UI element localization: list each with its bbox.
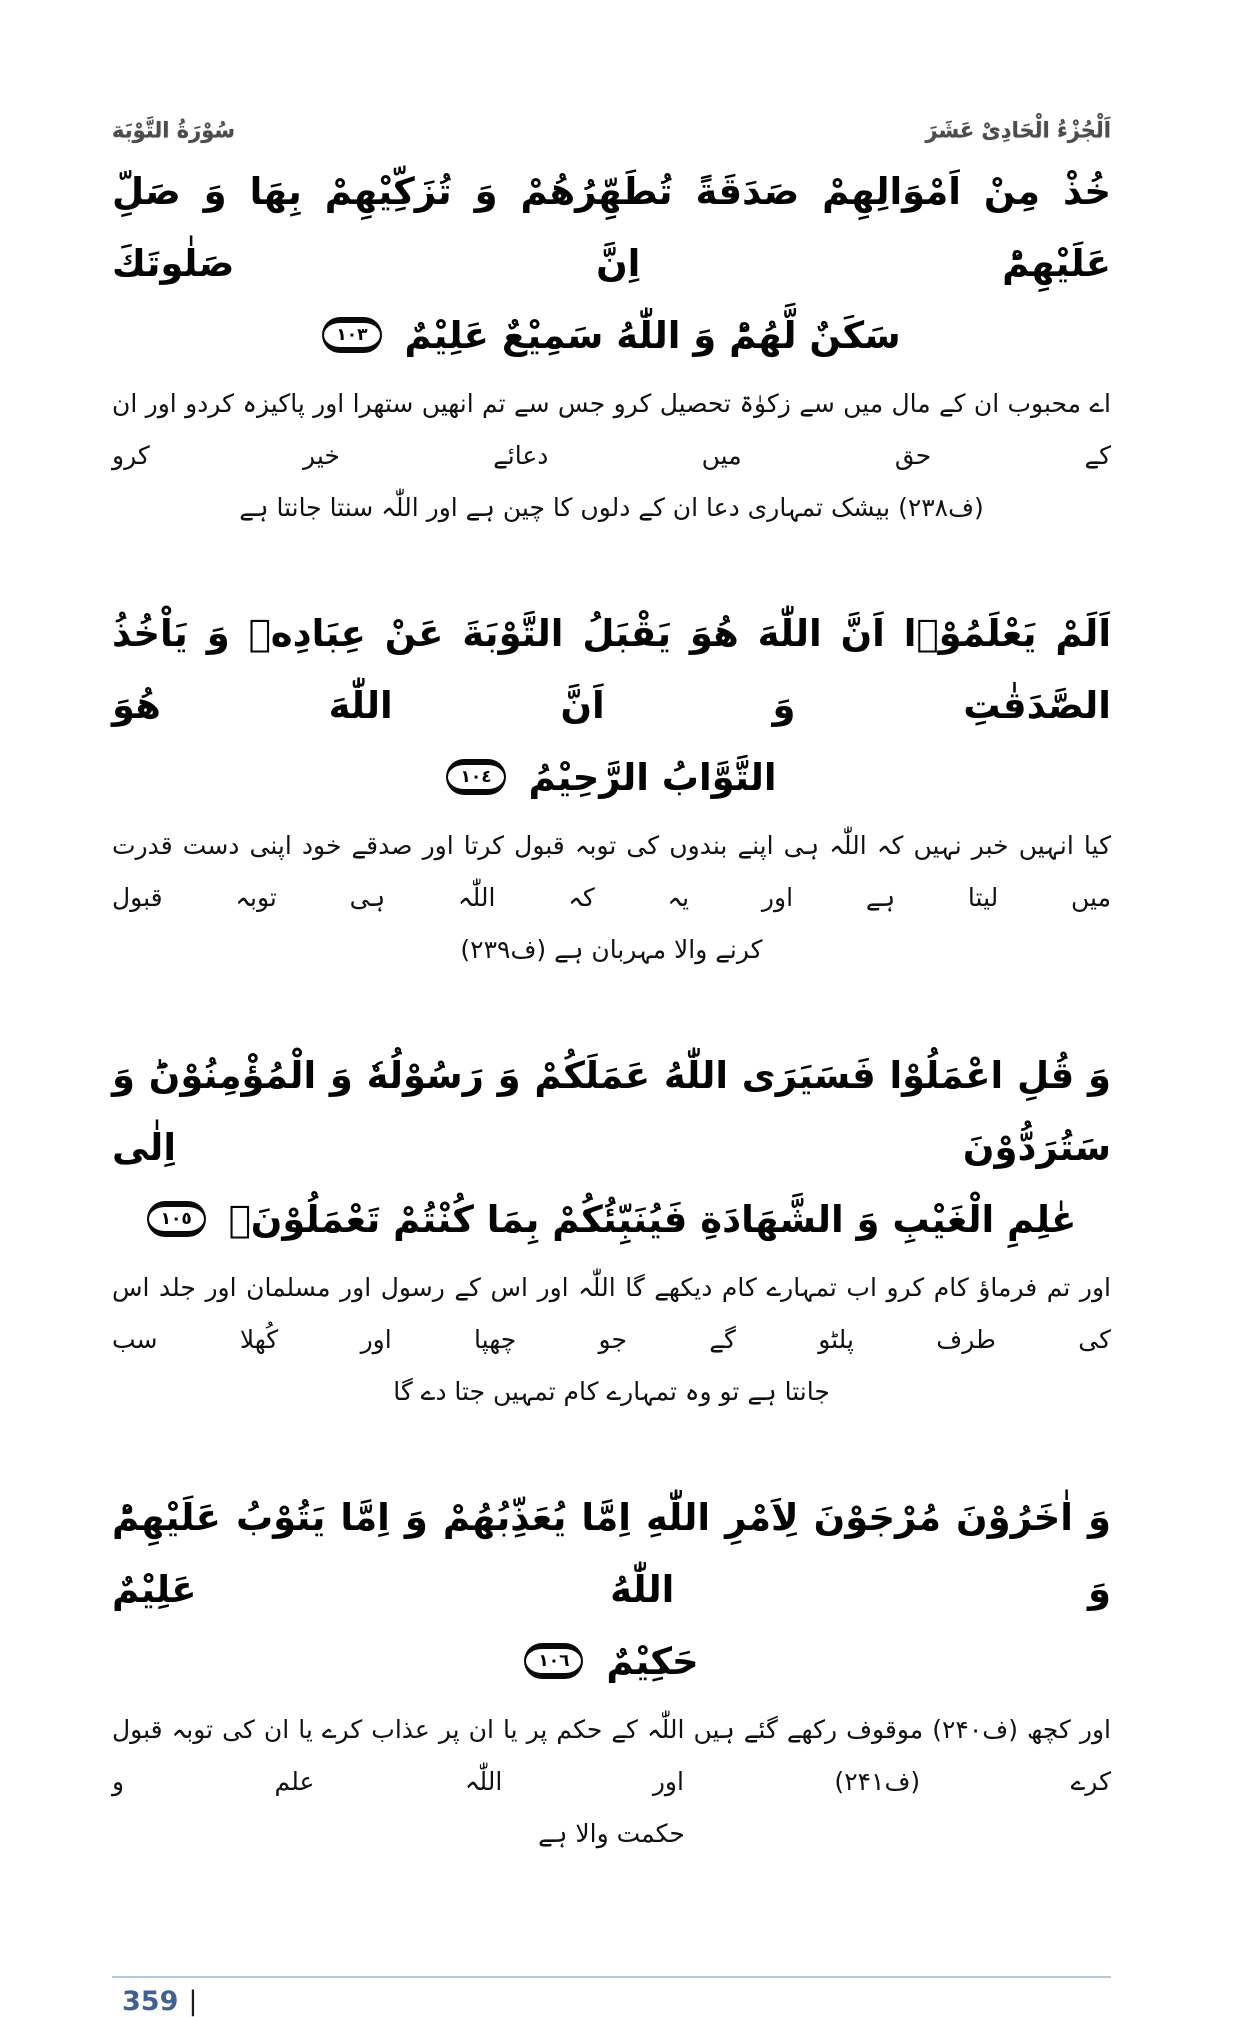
- verse-block-103: [112, 156, 1111, 534]
- arabic-verse-line2: [112, 742, 1111, 814]
- urdu-translation-line2: (ف۲۳۸) بیشک تمہاری دعا ان کے دلوں کا چین ہے اور اللّٰہ سنتا جانتا ہے: [239, 493, 984, 522]
- verse-number-medallion: ١٠٤: [446, 759, 505, 795]
- arabic-verse-line2: [112, 1626, 1111, 1698]
- verse-block-104: [112, 598, 1111, 976]
- arabic-text: حَكِیْمٌ: [606, 1640, 699, 1683]
- arabic-text: التَّوَّابُ الرَّحِیْمُ: [528, 756, 777, 799]
- surah-title-calligraphy: سُوْرَةُ التَّوْبَة: [112, 117, 236, 143]
- arabic-verse-line2: [112, 1184, 1111, 1256]
- arabic-verse-line2: [112, 300, 1111, 372]
- urdu-translation-line2: حکمت والا ہے: [538, 1819, 685, 1848]
- verse-block-105: [112, 1040, 1111, 1418]
- verse-number-medallion: ١٠٥: [147, 1201, 206, 1237]
- urdu-translation-line1: کیا انہیں خبر نہیں کہ اللّٰہ ہی اپنے بندوں کی توبہ قبول کرتا اور صدقے خود اپنی دست قدرت میں لیتا ہے اور یہ کہ اللّٰہ ہی توبہ قبول: [112, 831, 1111, 912]
- urdu-translation-line2: کرنے والا مہربان ہے (ف۲۳۹): [460, 935, 763, 964]
- page-header: [112, 118, 1111, 142]
- verse-number-medallion: ١٠٦: [524, 1643, 583, 1679]
- arabic-verse-line1: خُذْ مِنْ اَمْوَالِهِمْ صَدَقَةً تُطَهِّرُهُمْ وَ تُزَكِّیْهِمْ بِهَا وَ صَلِّ عَلَیْهِمْؕ اِنَّ صَلٰوتَكَ: [112, 170, 1111, 285]
- footer-separator: |: [188, 1986, 198, 2017]
- verse-number-medallion: ١٠٣: [322, 317, 381, 353]
- arabic-verse-line1: اَلَمْ یَعْلَمُوْۤا اَنَّ اللّٰهَ هُوَ یَقْبَلُ التَّوْبَةَ عَنْ عِبَادِهٖ وَ یَاْخُذُ الصَّدَقٰتِ وَ اَنَّ اللّٰهَ هُوَ: [112, 612, 1111, 727]
- verse-block-106: [112, 1482, 1111, 1860]
- urdu-translation-line1: اے محبوب ان کے مال میں سے زکوٰۃ تحصیل کرو جس سے تم انھیں ستھرا اور پاکیزہ کردو اور ان کے حق میں دعائے خیر کرو: [112, 389, 1111, 470]
- urdu-translation-line1: اور کچھ (ف۲۴۰) موقوف رکھے گئے ہیں اللّٰہ کے حکم پر یا ان پر عذاب کرے یا ان کی توبہ قبول کرے (ف۲۴۱) اور اللّٰہ علم و: [112, 1715, 1111, 1796]
- footer-line: [112, 1986, 1111, 2017]
- juz-title-calligraphy: اَلْجُزْءُ الْحَادِیْ عَشَرَ: [925, 117, 1111, 143]
- arabic-text: عٰلِمِ الْغَیْبِ وَ الشَّهَادَةِ فَیُنَبِّئُكُمْ بِمَا كُنْتُمْ تَعْمَلُوْنَۚ: [228, 1198, 1077, 1241]
- arabic-verse-line1: وَ قُلِ اعْمَلُوْا فَسَیَرَى اللّٰهُ عَمَلَكُمْ وَ رَسُوْلُهٗ وَ الْمُؤْمِنُوْنَؕ وَ سَتُرَدُّوْنَ اِلٰى: [112, 1054, 1111, 1169]
- arabic-verse-line1: وَ اٰخَرُوْنَ مُرْجَوْنَ لِاَمْرِ اللّٰهِ اِمَّا یُعَذِّبُهُمْ وَ اِمَّا یَتُوْبُ عَلَیْهِمْؕ وَ اللّٰهُ عَلِیْمٌ: [112, 1496, 1111, 1611]
- page-footer: [112, 1976, 1111, 2017]
- page-number: 359: [122, 1986, 179, 2017]
- urdu-translation-line2: جانتا ہے تو وہ تمہارے کام تمہیں جتا دے گا: [393, 1377, 830, 1406]
- arabic-text: سَكَنٌ لَّهُمْؕ وَ اللّٰهُ سَمِیْعٌ عَلِیْمٌ: [404, 314, 901, 357]
- urdu-translation-line1: اور تم فرماؤ کام کرو اب تمہارے کام دیکھے گا اللّٰہ اور اس کے رسول اور مسلمان اور جلد اس کی طرف پلٹو گے جو چھپا اور کُھلا سب: [112, 1273, 1111, 1354]
